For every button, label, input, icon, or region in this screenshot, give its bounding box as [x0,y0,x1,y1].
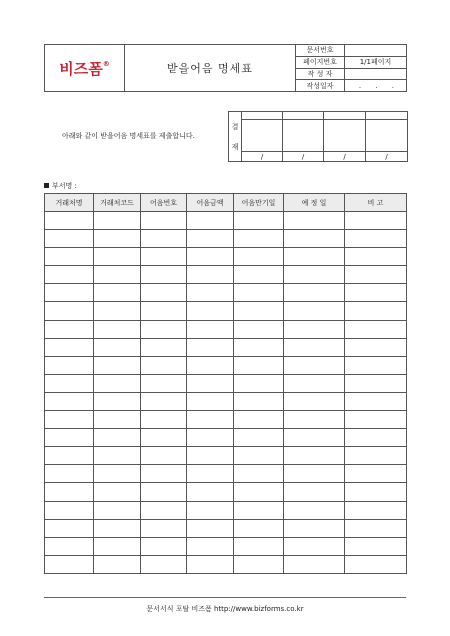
table-row [45,519,407,537]
table-cell[interactable] [284,356,345,374]
table-cell[interactable] [45,537,94,555]
table-row [45,447,407,465]
table-cell[interactable] [345,302,407,320]
approval-sign-cell[interactable] [242,120,283,152]
approval-title-cell[interactable] [242,112,283,120]
table-cell[interactable] [345,374,407,392]
table-cell[interactable] [94,411,141,429]
table-cell[interactable] [234,284,284,302]
table-cell[interactable] [45,338,94,356]
table-cell[interactable] [234,266,284,284]
table-cell[interactable] [94,447,141,465]
table-cell[interactable] [187,302,234,320]
table-cell[interactable] [94,483,141,501]
table-cell[interactable] [187,284,234,302]
table-body [45,212,407,574]
table-cell[interactable] [187,465,234,483]
table-cell[interactable] [284,248,345,266]
table-row [45,411,407,429]
table-cell[interactable] [187,212,234,230]
table-row [45,537,407,555]
table-cell[interactable] [141,411,187,429]
table-row [45,374,407,392]
table-row [45,338,407,356]
table-row [45,212,407,230]
field-label: 페이지번호 [296,56,345,68]
square-bullet-icon [44,183,49,188]
table-cell[interactable] [345,447,407,465]
table-cell[interactable] [187,356,234,374]
table-cell[interactable] [45,483,94,501]
table-cell[interactable] [234,230,284,248]
table-cell[interactable] [345,392,407,410]
table-row [45,266,407,284]
table-cell[interactable] [187,429,234,447]
table-row [45,284,407,302]
table-cell[interactable] [45,320,94,338]
column-header: 거래처코드 [94,194,141,212]
table-row [45,320,407,338]
approval-date-cell[interactable]: / [242,152,283,162]
table-cell[interactable] [94,465,141,483]
table-cell[interactable] [234,338,284,356]
field-value-author[interactable] [345,68,407,80]
title-cell [125,45,296,92]
table-row [45,429,407,447]
table-cell[interactable] [45,212,94,230]
table-cell[interactable] [141,429,187,447]
table-cell[interactable] [345,212,407,230]
approval-date-cell[interactable]: / [324,152,366,162]
footer-text: 문서서식 포탈 비즈폼 http://www.bizforms.co.kr [146,605,304,613]
table-cell[interactable] [94,338,141,356]
table-header-row [45,194,407,212]
table-cell[interactable] [187,374,234,392]
table-cell[interactable] [141,320,187,338]
table-cell[interactable] [45,519,94,537]
table-cell[interactable] [141,555,187,573]
table-cell[interactable] [234,320,284,338]
table-cell[interactable] [345,483,407,501]
table-cell[interactable] [141,483,187,501]
table-row [45,302,407,320]
table-cell[interactable] [284,501,345,519]
table-cell[interactable] [187,519,234,537]
field-value-page-number[interactable]: 1/1페이지 [345,56,407,68]
table-cell[interactable] [94,537,141,555]
table-cell[interactable] [141,284,187,302]
table-cell[interactable] [234,429,284,447]
column-header: 거래처명 [45,194,94,212]
table-cell[interactable] [234,537,284,555]
table-cell[interactable] [187,483,234,501]
table-cell[interactable] [284,429,345,447]
table-cell[interactable] [187,392,234,410]
table-cell[interactable] [94,212,141,230]
approval-label: 결 재 [229,112,242,162]
table-cell[interactable] [284,230,345,248]
approval-box [228,111,408,162]
table-cell[interactable] [284,212,345,230]
table-cell[interactable] [94,356,141,374]
table-cell[interactable] [345,501,407,519]
table-cell[interactable] [234,212,284,230]
table-cell[interactable] [94,230,141,248]
table-cell[interactable] [345,338,407,356]
table-cell[interactable] [94,392,141,410]
table-cell[interactable] [187,230,234,248]
table-cell[interactable] [284,483,345,501]
table-cell[interactable] [234,501,284,519]
table-cell[interactable] [141,356,187,374]
table-cell[interactable] [45,266,94,284]
field-value-date[interactable]: . . . [345,80,407,92]
field-label: 문서번호 [296,45,345,57]
table-cell[interactable] [284,284,345,302]
table-cell[interactable] [94,248,141,266]
table-cell[interactable] [345,465,407,483]
table-cell[interactable] [141,537,187,555]
table-cell[interactable] [187,320,234,338]
table-cell[interactable] [234,374,284,392]
table-cell[interactable] [234,248,284,266]
table-cell[interactable] [234,483,284,501]
table-cell[interactable] [141,338,187,356]
document-header [44,44,407,92]
table-cell[interactable] [94,501,141,519]
approval-title-cell[interactable] [283,112,324,120]
table-cell[interactable] [284,392,345,410]
table-cell[interactable] [234,447,284,465]
table-row [45,230,407,248]
table-cell[interactable] [45,284,94,302]
table-cell[interactable] [141,447,187,465]
field-value-doc-number[interactable] [345,45,407,57]
table-cell[interactable] [94,284,141,302]
approval-sign-cell[interactable] [283,120,324,152]
intro-text: 아래와 같이 받을어음 명세표를 제출합니다. [62,132,195,140]
table-cell[interactable] [345,248,407,266]
table-cell[interactable] [45,248,94,266]
table-cell[interactable] [284,266,345,284]
table-cell[interactable] [187,537,234,555]
table-cell[interactable] [45,411,94,429]
table-cell[interactable] [187,266,234,284]
table-cell[interactable] [45,230,94,248]
table-cell[interactable] [94,302,141,320]
table-cell[interactable] [94,266,141,284]
table-cell[interactable] [187,411,234,429]
table-cell[interactable] [284,338,345,356]
table-cell[interactable] [94,429,141,447]
table-cell[interactable] [284,465,345,483]
footer-divider [44,597,406,598]
table-cell[interactable] [345,537,407,555]
table-cell[interactable] [345,284,407,302]
table-cell[interactable] [141,212,187,230]
table-cell[interactable] [234,519,284,537]
table-cell[interactable] [141,519,187,537]
table-row [45,465,407,483]
table-cell[interactable] [345,555,407,573]
table-cell[interactable] [187,501,234,519]
table-cell[interactable] [234,465,284,483]
column-header: 비 고 [345,194,407,212]
table-cell[interactable] [45,555,94,573]
column-header: 어음만기일 [234,194,284,212]
table-row [45,392,407,410]
table-cell[interactable] [187,555,234,573]
table-cell[interactable] [345,356,407,374]
table-cell[interactable] [94,519,141,537]
approval-sign-cell[interactable] [366,120,408,152]
field-label: 작 성 자 [296,68,345,80]
table-cell[interactable] [94,555,141,573]
table-cell[interactable] [45,465,94,483]
table-cell[interactable] [141,248,187,266]
department-label: 부서명 : [44,181,77,191]
table-cell[interactable] [45,429,94,447]
table-cell[interactable] [284,519,345,537]
approval-date-cell[interactable]: / [366,152,408,162]
table-cell[interactable] [45,392,94,410]
table-cell[interactable] [284,537,345,555]
table-cell[interactable] [187,248,234,266]
table-row [45,248,407,266]
table-cell[interactable] [234,411,284,429]
table-cell[interactable] [45,447,94,465]
table-cell[interactable] [141,465,187,483]
table-row [45,501,407,519]
table-cell[interactable] [187,338,234,356]
column-header: 어음번호 [141,194,187,212]
table-cell[interactable] [345,519,407,537]
approval-date-cell[interactable]: / [283,152,324,162]
table-cell[interactable] [141,230,187,248]
table-cell[interactable] [187,447,234,465]
table-cell[interactable] [141,392,187,410]
approval-sign-cell[interactable] [324,120,366,152]
table-cell[interactable] [234,392,284,410]
table-cell[interactable] [94,374,141,392]
approval-title-cell[interactable] [366,112,408,120]
table-cell[interactable] [284,320,345,338]
table-cell[interactable] [141,374,187,392]
bizforms-logo: 비즈폼® [59,59,110,78]
logo-cell [45,45,125,92]
table-cell[interactable] [345,266,407,284]
table-cell[interactable] [284,447,345,465]
bills-table [44,193,407,574]
table-cell[interactable] [345,320,407,338]
table-cell[interactable] [141,302,187,320]
table-cell[interactable] [234,356,284,374]
table-cell[interactable] [94,320,141,338]
table-cell[interactable] [45,356,94,374]
table-cell[interactable] [345,411,407,429]
table-row [45,356,407,374]
column-header: 어음금액 [187,194,234,212]
table-cell[interactable] [345,230,407,248]
table-cell[interactable] [141,501,187,519]
table-cell[interactable] [141,266,187,284]
page-title: 받을어음 명세표 [167,62,253,75]
field-label: 작성일자 [296,80,345,92]
table-cell[interactable] [284,411,345,429]
table-cell[interactable] [234,555,284,573]
table-cell[interactable] [45,302,94,320]
table-cell[interactable] [284,302,345,320]
column-header: 예 정 일 [284,194,345,212]
table-cell[interactable] [284,374,345,392]
table-row [45,483,407,501]
table-cell[interactable] [345,429,407,447]
approval-title-cell[interactable] [324,112,366,120]
table-cell[interactable] [234,302,284,320]
table-cell[interactable] [284,555,345,573]
table-row [45,555,407,573]
table-cell[interactable] [45,374,94,392]
table-cell[interactable] [45,501,94,519]
